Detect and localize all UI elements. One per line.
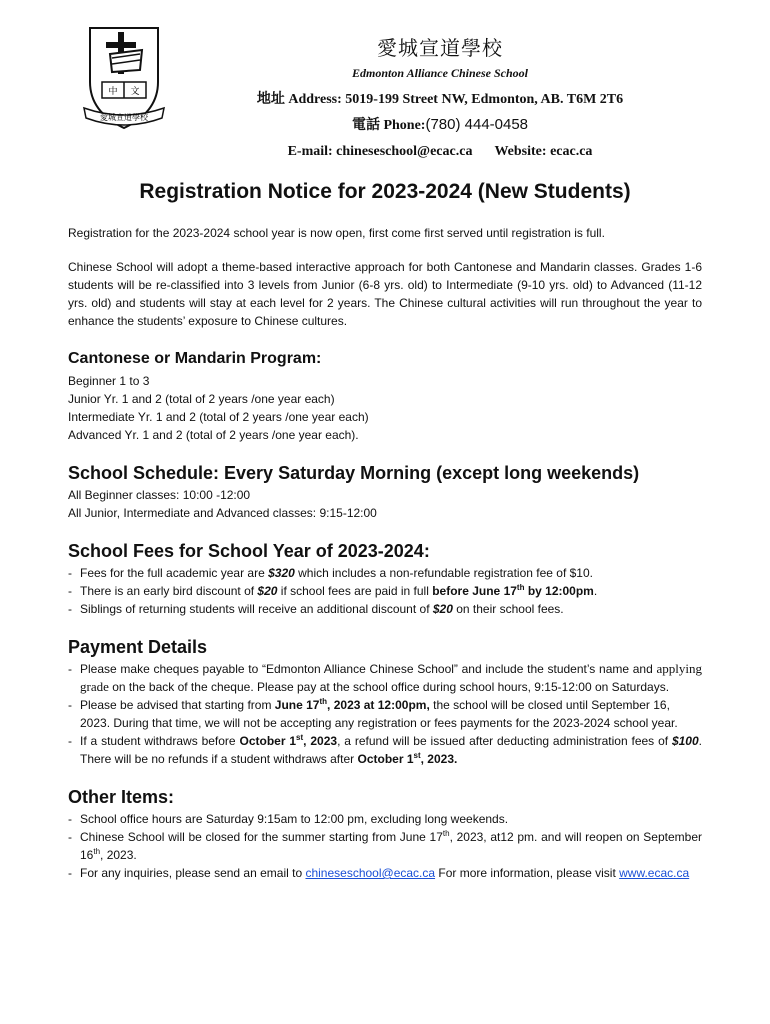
intro-paragraph-2: Chinese School will adopt a theme-based interactive approach for both Cantonese and Mandarin classes. Grades 1-6 students will be re-classified into 3 levels from Junior (6-8 yrs. old) to Intermediate (9-10 yrs. old) to Advanced (11-12 yrs. old) and students will stay at each level for 2 years. The Chinese cultural activities will run throughout the year to enhance the students’ exposure to Chinese cultures. xyxy=(68,260,702,328)
website-link[interactable]: www.ecac.ca xyxy=(619,866,690,880)
fees-heading: School Fees for School Year of 2023-2024: xyxy=(68,541,430,561)
other-list xyxy=(68,810,702,882)
program-line: Junior Yr. 1 and 2 (total of 2 years /one year each) xyxy=(68,392,335,406)
payment-item: - If a student withdraws before October 1st, 2023, a refund will be issued after deducting administration fees of $100. There will be no refunds if a student withdraws after October 1st, 2023. xyxy=(68,732,702,768)
address-line xyxy=(220,88,660,108)
schedule-line: All Junior, Intermediate and Advanced classes: 9:15-12:00 xyxy=(68,506,377,520)
other-item: - For any inquiries, please send an email to chineseschool@ecac.ca For more information, please visit www.ecac.ca xyxy=(68,864,702,882)
logo-char-right: 文 xyxy=(130,87,140,97)
notice-body xyxy=(68,224,702,882)
phone-label: 電話 Phone: xyxy=(351,118,426,133)
program-line: Advanced Yr. 1 and 2 (total of 2 years /one year each). xyxy=(68,428,359,442)
phone-value: (780) 444-0458 xyxy=(425,116,529,133)
email-link[interactable]: chineseschool@ecac.ca xyxy=(305,866,436,880)
other-item: - School office hours are Saturday 9:15am to 12:00 pm, excluding long weekends. xyxy=(68,810,702,828)
program-heading: Cantonese or Mandarin Program: xyxy=(68,350,322,367)
admin-fee-amount: $100 xyxy=(671,734,699,748)
school-name-chinese: 愛城宣道學校 xyxy=(377,36,503,60)
school-name-english: Edmonton Alliance Chinese School xyxy=(352,66,528,80)
program-line: Beginner 1 to 3 xyxy=(68,374,150,388)
intro-paragraph-1: Registration for the 2023-2024 school year is now open, first come first served until registration is full. xyxy=(68,226,605,240)
page-title: Registration Notice for 2023-2024 (New Students) xyxy=(139,180,631,203)
schedule-heading: School Schedule: Every Saturday Morning (except long weekends) xyxy=(68,463,640,483)
logo-char-left: 中 xyxy=(108,87,118,97)
logo-banner-text: 愛城宣道學校 xyxy=(100,113,148,122)
fees-list xyxy=(68,564,702,618)
program-line: Intermediate Yr. 1 and 2 (total of 2 years /one year each) xyxy=(68,410,369,424)
payment-item: - Please make cheques payable to “Edmonton Alliance Chinese School” and include the student’s name and applying grade on the back of the cheque. Please pay at the school office during school hours, 9:15-12:00 on Saturdays. xyxy=(68,660,702,696)
school-logo xyxy=(82,24,166,136)
contact-line xyxy=(220,144,660,160)
schedule-line: All Beginner classes: 10:00 -12:00 xyxy=(68,488,251,502)
fees-item: - Fees for the full academic year are $320 which includes a non-refundable registration fee of $10. xyxy=(68,564,702,582)
fees-item: - Siblings of returning students will receive an additional discount of $20 on their school fees. xyxy=(68,600,702,618)
fee-amount: $320 xyxy=(268,566,295,580)
address-value: 5019-199 Street NW, Edmonton, AB. T6M 2T6 xyxy=(345,92,624,107)
email-value: chineseschool@ecac.ca xyxy=(336,144,473,159)
fees-item: - There is an early bird discount of $20 if school fees are paid in full before June 17th by 12:00pm. xyxy=(68,582,702,600)
payment-item: - Please be advised that starting from June 17th, 2023 at 12:00pm, the school will be closed until September 16, 2023. During that time, we will not be accepting any registration or fees payments for the 2023-2024 school year. xyxy=(68,696,702,732)
email-label: E-mail: xyxy=(287,144,333,159)
address-label: 地址 Address: xyxy=(256,92,342,107)
other-item: - Chinese School will be closed for the summer starting from June 17th, 2023, at12 pm. and will reopen on September 16th, 2023. xyxy=(68,828,702,864)
sibling-discount-amount: $20 xyxy=(432,602,453,616)
phone-line xyxy=(220,114,660,134)
payment-list xyxy=(68,660,702,768)
payment-heading: Payment Details xyxy=(68,637,208,657)
website-value: ecac.ca xyxy=(550,144,593,159)
discount-amount: $20 xyxy=(257,584,278,598)
website-label: Website: xyxy=(494,144,547,159)
other-heading: Other Items: xyxy=(68,787,175,807)
